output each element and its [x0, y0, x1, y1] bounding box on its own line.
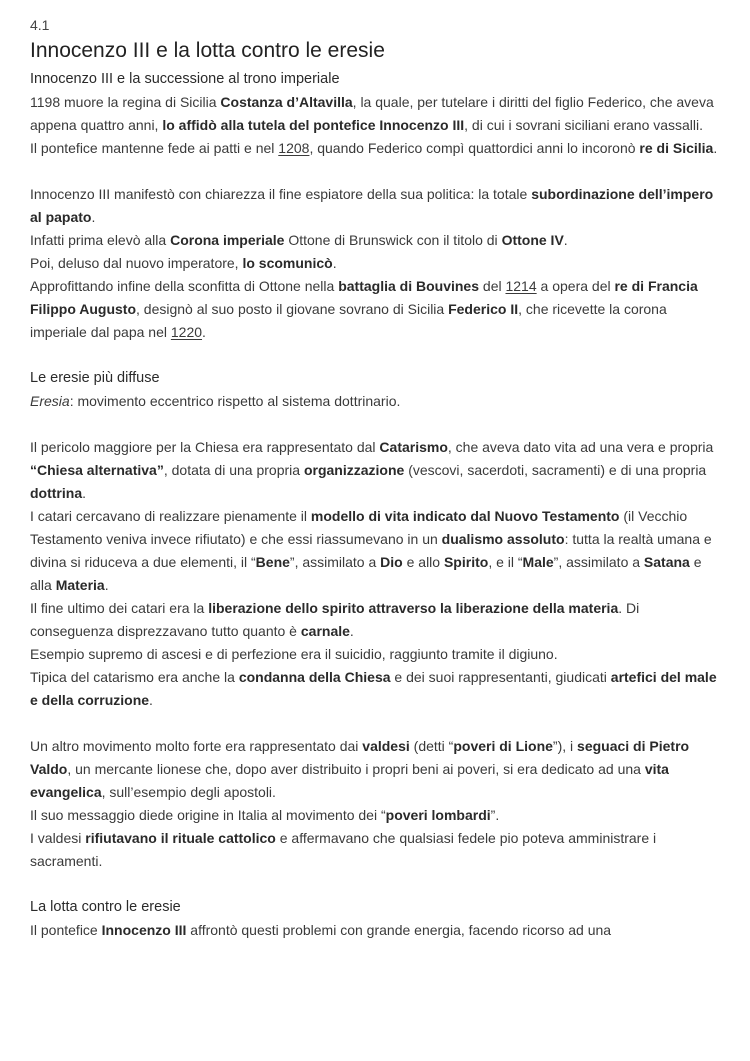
text-run: .: [332, 255, 337, 271]
text-run: ”, assimilato a: [553, 554, 644, 570]
text-run: , di cui i sovrani siciliani erano vassalli.: [464, 117, 704, 133]
bold-text: organizzazione: [303, 462, 405, 478]
text-run: Un altro movimento molto forte era rappresentato dai: [30, 738, 363, 754]
bold-text: dualismo assoluto: [441, 531, 565, 547]
section-heading: La lotta contro le eresie: [30, 899, 181, 915]
text-run: (vescovi, sacerdoti, sacramenti) e di una propria: [404, 462, 707, 478]
bold-text: rifiutavano il rituale cattolico: [85, 830, 276, 846]
text-run: Innocenzo III manifestò con chiarezza il fine espiatore della sua politica: la totale: [30, 186, 532, 202]
text-run: ”, assimilato a: [289, 554, 381, 570]
bold-text: re di Sicilia: [639, 140, 714, 156]
text-run: (il Vecchio Testamento veniva invece rifiutato) e che essi riassumevano in un: [30, 508, 688, 547]
page-title: Innocenzo III e la lotta contro le eresie: [30, 39, 385, 62]
bold-text: Dio: [380, 554, 403, 570]
paragraph: [30, 275, 720, 344]
text-run: .: [713, 140, 718, 156]
bold-text: Federico II: [448, 301, 519, 317]
text-run: affrontò questi problemi con grande energia, facendo ricorso ad una: [186, 922, 612, 938]
paragraph-spacer: [30, 873, 720, 896]
paragraph-spacer: [30, 344, 720, 367]
text-run: . Di conseguenza disprezzavano tutto quanto è: [30, 600, 640, 639]
text-run: .: [149, 692, 153, 708]
text-run: .: [82, 485, 86, 501]
text-run: .: [202, 324, 206, 340]
bold-text: Satana: [643, 554, 690, 570]
underlined-date: 1220: [170, 324, 203, 340]
text-run: , designò al suo posto il giovane sovrano di Sicilia: [136, 301, 449, 317]
text-run: Il pontefice: [30, 922, 102, 938]
paragraph: [30, 804, 720, 827]
bold-text: liberazione dello spirito attraverso la liberazione della materia: [208, 600, 619, 616]
text-run: .: [91, 209, 96, 225]
bold-text: Male: [522, 554, 554, 570]
text-run: , un mercante lionese che, dopo aver distribuito i propri beni ai poveri, si era dedicato ad una: [67, 761, 645, 777]
text-run: : tutta la realtà umana e divina si riduceva a due elementi, il “: [30, 531, 712, 570]
bold-text: lo scomunicò: [242, 255, 333, 271]
bold-text: Corona imperiale: [170, 232, 285, 248]
text-run: , la quale, per tutelare i diritti del figlio Federico, che aveva appena quattro anni,: [30, 94, 714, 133]
bold-text: artefici del male e della corruzione: [30, 669, 717, 708]
text-run: e allo: [402, 554, 444, 570]
bold-text: Spirito: [443, 554, 489, 570]
text-run: Ottone di Brunswick con il titolo di: [284, 232, 502, 248]
bold-text: subordinazione dell’impero al papato: [30, 186, 714, 225]
text-run: a opera del: [536, 278, 615, 294]
paragraph-spacer: [30, 413, 720, 436]
bold-text: carnale: [300, 623, 350, 639]
text-run: e alla: [30, 554, 702, 593]
paragraph: [30, 183, 720, 229]
underlined-date: 1208: [278, 140, 310, 156]
text-run: e affermavano che qualsiasi fedele pio poteva amministrare i sacramenti.: [30, 830, 657, 869]
bold-text: seguaci di Pietro Valdo: [30, 738, 690, 777]
text-run: Tipica del catarismo era anche la: [30, 669, 239, 685]
bold-text: re di Francia Filippo Augusto: [30, 278, 698, 317]
section-number: 4.1: [30, 17, 50, 33]
text-run: e dei suoi rappresentanti, giudicati: [390, 669, 611, 685]
bold-text: Ottone IV: [501, 232, 564, 248]
bold-text: Catarismo: [379, 439, 448, 455]
bold-text: poveri lombardi: [385, 807, 491, 823]
text-run: , sull’esempio degli apostoli.: [101, 784, 276, 800]
bold-text: lo affidò alla tutela del pontefice Innocenzo III: [162, 117, 465, 133]
paragraph: [30, 827, 720, 873]
text-run: , e il “: [488, 554, 523, 570]
text-run: Poi, deluso dal nuovo imperatore,: [30, 255, 243, 271]
paragraph: [30, 436, 720, 505]
paragraph-spacer: [30, 712, 720, 735]
paragraph: [30, 505, 720, 597]
text-run: I valdesi: [30, 830, 86, 846]
paragraph: [30, 91, 720, 137]
paragraph-spacer: [30, 160, 720, 183]
bold-text: “Chiesa alternativa”: [30, 462, 164, 478]
text-run: Il fine ultimo dei catari era la: [30, 600, 209, 616]
document-body: [30, 68, 720, 942]
section-heading: Innocenzo III e la successione al trono imperiale: [30, 71, 340, 87]
bold-text: Innocenzo III: [101, 922, 187, 938]
section-heading: Le eresie più diffuse: [30, 370, 160, 386]
text-run: Esempio supremo di ascesi e di perfezione era il suicidio, raggiunto tramite il digiuno.: [30, 646, 558, 662]
bold-text: dottrina: [30, 485, 83, 501]
text-run: , quando Federico compì quattordici anni lo incoronò: [309, 140, 640, 156]
text-run: , dotata di una propria: [163, 462, 304, 478]
underlined-date: 1214: [505, 278, 537, 294]
text-run: .: [104, 577, 109, 593]
text-run: Il suo messaggio diede origine in Italia al movimento dei “: [30, 807, 386, 823]
paragraph: [30, 597, 720, 643]
text-run: I catari cercavano di realizzare pienamente il: [30, 508, 311, 524]
text-run: Infatti prima elevò alla: [30, 232, 171, 248]
paragraph: [30, 252, 720, 275]
text-run: .: [349, 623, 354, 639]
text-run: ”.: [490, 807, 500, 823]
text-run: : movimento eccentrico rispetto al sistema dottrinario.: [69, 393, 401, 409]
bold-text: Costanza d’Altavilla: [220, 94, 353, 110]
paragraph: [30, 643, 720, 666]
paragraph: [30, 919, 720, 942]
text-run: , che aveva dato vita ad una vera e propria: [447, 439, 714, 455]
bold-text: condanna della Chiesa: [238, 669, 391, 685]
paragraph: [30, 229, 720, 252]
bold-text: poveri di Lione: [453, 738, 553, 754]
bold-text: vita evangelica: [30, 761, 669, 800]
bold-text: battaglia di Bouvines: [338, 278, 480, 294]
bold-text: Bene: [255, 554, 290, 570]
italic-text: Eresia: [30, 393, 70, 409]
paragraph: [30, 666, 720, 712]
text-run: Il pontefice mantenne fede ai patti e nel: [30, 140, 279, 156]
bold-text: valdesi: [362, 738, 410, 754]
paragraph: [30, 137, 720, 160]
bold-text: Materia: [55, 577, 105, 593]
text-run: 1198 muore la regina di Sicilia: [30, 94, 221, 110]
text-run: (detti “: [409, 738, 454, 754]
text-run: Approfittando infine della sconfitta di Ottone nella: [30, 278, 339, 294]
bold-text: modello di vita indicato dal Nuovo Testamento: [310, 508, 620, 524]
text-run: Il pericolo maggiore per la Chiesa era rappresentato dal: [30, 439, 380, 455]
text-run: ”), i: [552, 738, 578, 754]
paragraph: [30, 735, 720, 804]
text-run: .: [563, 232, 568, 248]
paragraph: [30, 390, 720, 413]
text-run: del: [479, 278, 506, 294]
text-run: , che ricevette la corona imperiale dal papa nel: [30, 301, 667, 340]
